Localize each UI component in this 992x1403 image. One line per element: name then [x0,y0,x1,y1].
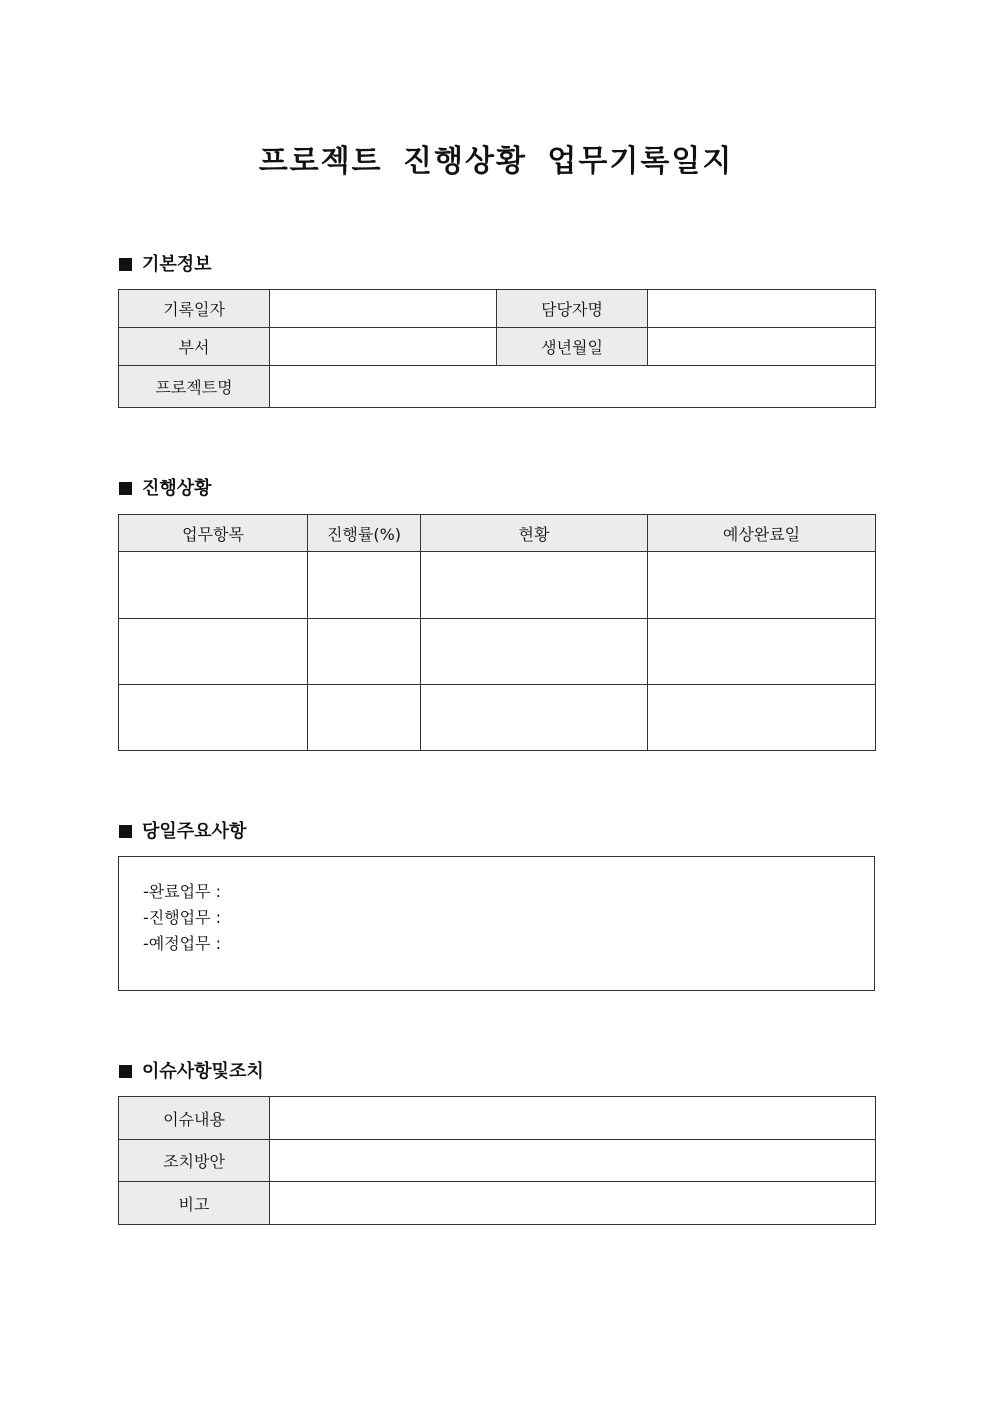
section-heading-progress [119,478,212,500]
progress-rate-cell[interactable] [308,552,421,619]
progress-rate-cell[interactable] [308,619,421,685]
square-bullet-icon [119,482,132,495]
task-cell[interactable] [119,619,308,685]
table-row [119,685,876,751]
expected-date-cell[interactable] [648,685,876,751]
note-label: 비고 [119,1182,270,1225]
column-header-progress-rate: 진행률(%) [308,515,421,552]
page-title: 프로젝트 진행상황 업무기록일지 [258,144,734,179]
section-heading-label: 진행상황 [142,478,212,499]
expected-date-cell[interactable] [648,619,876,685]
note-field[interactable] [270,1182,876,1225]
column-header-task: 업무항목 [119,515,308,552]
column-header-status: 현황 [421,515,648,552]
progress-table [118,514,876,751]
status-cell[interactable] [421,619,648,685]
basic-info-table [118,289,876,408]
action-field[interactable] [270,1140,876,1182]
completed-tasks-line: -완료업무 : [143,882,222,901]
task-cell[interactable] [119,685,308,751]
status-cell[interactable] [421,685,648,751]
department-field[interactable] [270,328,497,366]
section-heading-label: 기본정보 [142,254,212,275]
in-progress-tasks-line: -진행업무 : [143,908,222,927]
manager-field[interactable] [648,290,876,328]
department-label: 부서 [119,328,270,366]
birthdate-field[interactable] [648,328,876,366]
task-cell[interactable] [119,552,308,619]
birthdate-label: 생년월일 [497,328,648,366]
planned-tasks-line: -예정업무 : [143,934,222,953]
section-heading-label: 당일주요사항 [142,821,247,842]
project-name-label: 프로젝트명 [119,366,270,408]
section-heading-daily [119,821,246,843]
manager-label: 담당자명 [497,290,648,328]
progress-rate-cell[interactable] [308,685,421,751]
section-heading-label: 이슈사항및조치 [142,1061,264,1082]
section-heading-basic-info [119,254,212,276]
record-date-label: 기록일자 [119,290,270,328]
status-cell[interactable] [421,552,648,619]
table-row [119,552,876,619]
action-label: 조치방안 [119,1140,270,1182]
issue-label: 이슈내용 [119,1097,270,1140]
square-bullet-icon [119,1065,132,1078]
expected-date-cell[interactable] [648,552,876,619]
square-bullet-icon [119,258,132,271]
daily-notes-box[interactable] [118,856,875,991]
issue-field[interactable] [270,1097,876,1140]
table-row [119,619,876,685]
column-header-expected-date: 예상완료일 [648,515,876,552]
project-name-field[interactable] [270,366,876,408]
square-bullet-icon [119,825,132,838]
section-heading-issues [119,1061,264,1083]
issues-table [118,1096,876,1225]
record-date-field[interactable] [270,290,497,328]
